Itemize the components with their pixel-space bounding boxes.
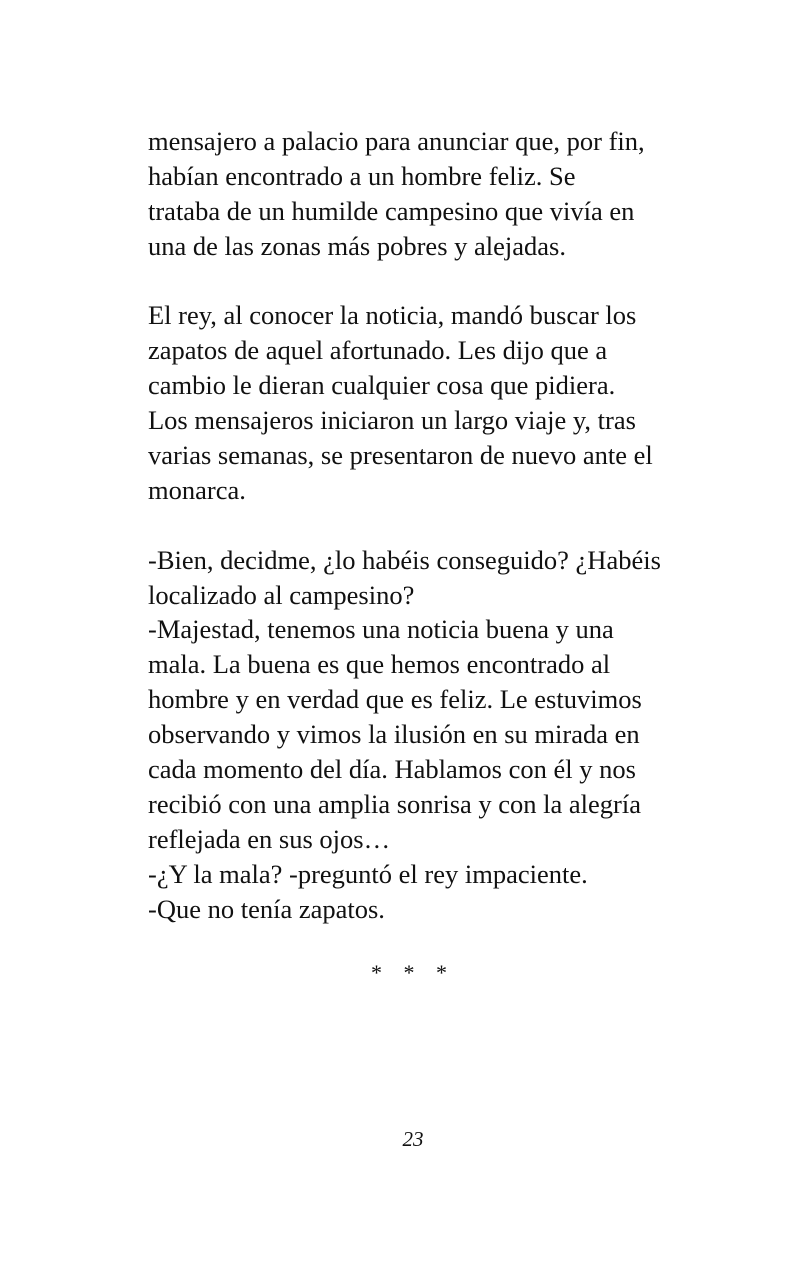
text-line: habían encontrado a un hombre feliz. Se (148, 160, 576, 191)
text-line: reflejada en sus ojos… (148, 823, 391, 854)
text-line: El rey, al conocer la noticia, mandó buscar los (148, 300, 637, 331)
text-line: observando y vimos la ilusión en su mirada en (148, 719, 640, 750)
text-line: cada momento del día. Hablamos con él y nos (148, 754, 636, 785)
page-number: 23 (402, 1127, 424, 1151)
text-line: hombre y en verdad que es feliz. Le estuvimos (148, 684, 642, 715)
text-line: -¿Y la mala? -preguntó el rey impaciente. (148, 858, 588, 889)
text-line: zapatos de aquel afortunado. Les dijo que a (148, 335, 608, 366)
paragraph-gap (148, 264, 693, 299)
text-line: una de las zonas más pobres y alejadas. (148, 230, 566, 261)
text-line: Los mensajeros iniciaron un largo viaje y, tras (148, 405, 636, 436)
paragraph-gap (148, 508, 693, 543)
text-line: -Majestad, tenemos una noticia buena y una (148, 614, 614, 645)
text-line: -Bien, decidme, ¿lo habéis conseguido? ¿Habéis (148, 544, 661, 575)
text-line: monarca. (148, 474, 246, 505)
text-line: trataba de un humilde campesino que vivía en (148, 195, 635, 226)
text-line: recibió con una amplia sonrisa y con la alegría (148, 788, 642, 819)
section-break-asterisks: * * * (371, 960, 455, 985)
text-line: mensajero a palacio para anunciar que, por fin, (148, 126, 645, 156)
text-line: localizado al campesino? (148, 579, 415, 610)
text-line: varias semanas, se presentaron de nuevo ante el (148, 440, 653, 471)
text-line: mala. La buena es que hemos encontrado al (148, 649, 611, 680)
body-text (148, 124, 693, 926)
text-line: cambio le dieran cualquier cosa que pidiera. (148, 370, 616, 401)
text-line: -Que no tenía zapatos. (148, 893, 385, 924)
